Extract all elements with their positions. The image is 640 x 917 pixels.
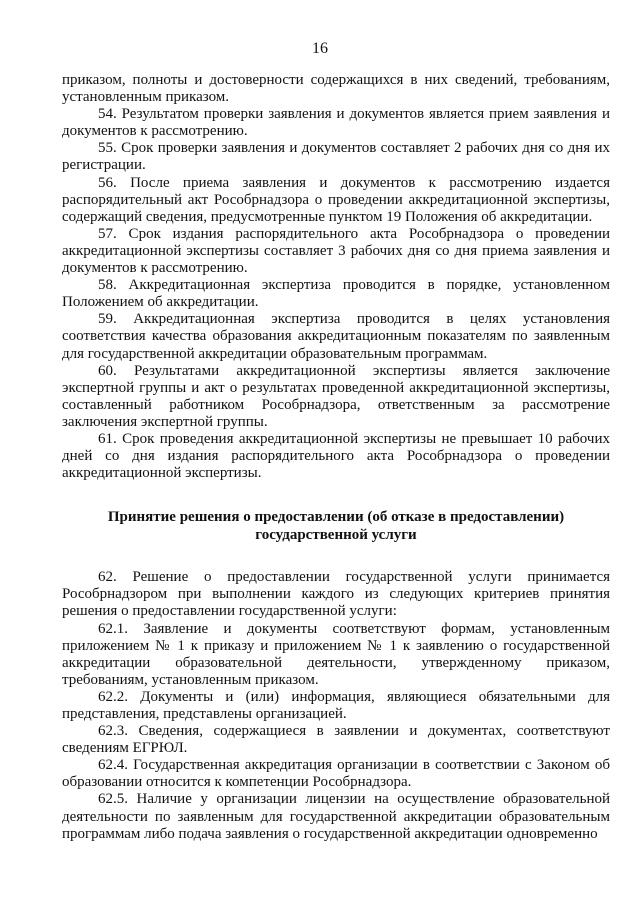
paragraph-54: 54. Результатом проверки заявления и документов является прием заявления и документов к рассмотрению. (62, 106, 610, 140)
paragraph-60: 60. Результатами аккредитационной экспертизы является заключение экспертной группы и акт о результатах проведенной аккредитационной экспертизы, составленный работником Рособрнадзора, ответственным за рассмотрение заключения экспертной группы. (62, 362, 610, 430)
paragraph-62: 62. Решение о предоставлении государственной услуги принимается Рособрнадзором при выполнении каждого из следующих критериев принятия решения о предоставлении государственной услуги: (62, 569, 610, 620)
page-number: 16 (312, 40, 328, 57)
document-body (62, 72, 610, 843)
paragraph-61: 61. Срок проведения аккредитационной экспертизы не превышает 10 рабочих дней со дня издания распорядительного акта Рособрнадзора о проведении аккредитационной экспертизы. (62, 430, 610, 482)
paragraph-55: 55. Срок проверки заявления и документов составляет 2 рабочих дня со дня их регистрации. (62, 140, 610, 174)
paragraph-62-3: 62.3. Сведения, содержащиеся в заявлении и документах, соответствуют сведениям ЕГРЮЛ. (62, 723, 610, 757)
section-heading-line-1: Принятие решения о предоставлении (об отказе в предоставлении) (107, 509, 565, 526)
paragraph-continuation: приказом, полноты и достоверности содержащихся в них сведений, требованиям, установленным приказом. (62, 72, 610, 106)
paragraph-59: 59. Аккредитационная экспертиза проводится в целях установления соответствия качества образования аккредитационным показателям по заявленным для государственной аккредитации образовательным программам. (62, 311, 610, 362)
paragraph-56: 56. После приема заявления и документов к рассмотрению издается распорядительный акт Рособрнадзора о проведении аккредитационной экспертизы, содержащий сведения, предусмотренные пунктом 19 Положения об аккредитации. (62, 174, 610, 225)
paragraph-62-2: 62.2. Документы и (или) информация, являющиеся обязательными для представления, представлены организацией. (62, 688, 610, 722)
section-heading-line-2: государственной услуги (255, 526, 417, 543)
paragraph-57: 57. Срок издания распорядительного акта Рособрнадзора о проведении аккредитационной экспертизы составляет 3 рабочих дня со дня приема заявления и документов к рассмотрению. (62, 225, 610, 277)
paragraph-62-4: 62.4. Государственная аккредитация организации в соответствии с Законом об образовании относится к компетенции Рособрнадзора. (62, 757, 610, 791)
paragraph-62-5: 62.5. Наличие у организации лицензии на осуществление образовательной деятельности по заявленным для государственной аккредитации образовательным программам либо подача заявления о государственной аккредитации одновременно (62, 791, 610, 842)
paragraph-62-1: 62.1. Заявление и документы соответствуют формам, установленным приложением № 1 к приказу и приложением № 1 к заявлению о государственной аккредитации образовательной деятельности, утвержденному приказом, требованиям, установленным приказом. (62, 620, 610, 688)
section-heading (62, 509, 610, 544)
paragraph-58: 58. Аккредитационная экспертиза проводится в порядке, установленном Положением об аккредитации. (62, 277, 610, 311)
